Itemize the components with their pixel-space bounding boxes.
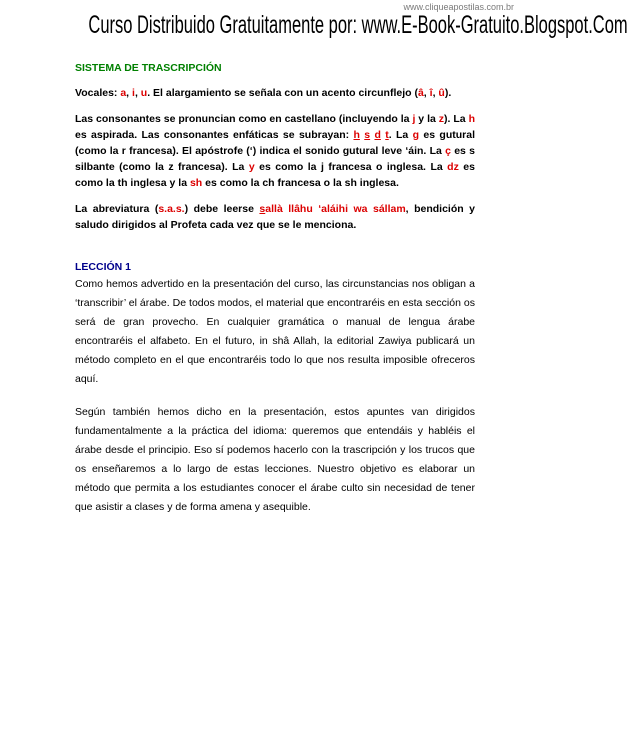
leccion-paragraph-2: Según también hemos dicho en la presentación, estos apuntes van dirigidos fundamentalmente a la práctica del idioma: queremos que entendáis y habléis el árabe desde el principio. Eso sí podemos hacerlo con la trascripción y los trucos que os enseñaremos a lo largo de estas lecciones. Nuestro objetivo es elaborar un método que permita a los estudiantes conocer el árabe culto sin necesidad de tener que asistir a clases y de forma amena y asequible. — [75, 406, 475, 513]
section-heading-leccion: LECCIÓN 1 — [75, 261, 132, 273]
vowel-u: u — [140, 87, 148, 99]
sep: , — [432, 87, 439, 99]
text-segment: es como la ch francesa o la sh inglesa. — [202, 177, 399, 189]
text-segment: La abreviatura ( — [75, 203, 159, 215]
consonant-sh: sh — [189, 177, 203, 189]
sep: , — [423, 87, 430, 99]
text-segment: , bendición y saludo dirigidos al Profeta cada vez que se le menciona. — [75, 203, 475, 231]
consonant-dz: dz — [447, 161, 459, 173]
text-segment: es gutural (como la r francesa). El apóstrofe (‘) indica el sonido gutural leve ‘áin. La — [75, 129, 476, 157]
text-segment: Las consonantes se pronuncian como en castellano (incluyendo la — [75, 113, 413, 125]
section-heading-sistema: SISTEMA DE TRASCRIPCIÓN — [75, 62, 222, 74]
text-segment: ). La — [444, 113, 469, 125]
consonant-g: g — [412, 129, 420, 141]
emphatic-d: d — [374, 129, 381, 141]
consonant-j: j — [412, 113, 416, 125]
leccion-paragraph-1: Como hemos advertido en la presentación del curso, las circunstancias nos obligan a ‘transcribir’ el árabe. De todos modos, el material que encontraréis en esta sección os será de gran provecho. En cualquier gramática o manual de lengua árabe encontraréis el alfabeto. En el futuro, in shâ Allah, la editorial Zawiya publicará un método completo en el que encontraréis todo lo que nos resulta imposible ofreceros aquí. — [75, 278, 475, 385]
text-segment: y la — [415, 113, 439, 125]
emphatic-t: t — [385, 129, 389, 141]
banner-title: Curso Distribuido Gratuitamente por: www.E-Book-Gratuito.Blogspot.Com — [88, 11, 628, 39]
consonant-h: h — [468, 113, 475, 125]
vocales-text: . El alargamiento se señala con un acento circunflejo ( — [147, 87, 418, 99]
vocales-end: ). — [444, 87, 452, 99]
consonant-y: y — [248, 161, 255, 173]
text-segment: . La — [388, 129, 413, 141]
consonant-c-cedilla: ç — [445, 145, 451, 157]
text-segment: es como la j francesa o inglesa. La — [254, 161, 448, 173]
vowel-i: i — [132, 87, 135, 99]
document-body — [75, 60, 475, 531]
abbreviation-sas: s.a.s. — [158, 203, 185, 215]
vocales-paragraph — [75, 85, 475, 101]
vowel-u-long: û — [438, 87, 445, 99]
sep: , — [126, 87, 133, 99]
emphatic-s: s — [364, 129, 371, 141]
text-segment: es s silbante (como la z francesa). La — [75, 145, 475, 173]
text-segment: es como la th inglesa y la — [75, 161, 475, 189]
text-segment: ) debe leerse — [184, 203, 260, 215]
consonantes-paragraph — [75, 111, 475, 191]
phrase-emphatic-s: s — [259, 203, 266, 215]
emphatic-h: h — [353, 129, 360, 141]
vocales-label: Vocales: — [75, 87, 121, 99]
vowel-a-long: â — [417, 87, 424, 99]
watermark-url: www.cliqueapostilas.com.br — [403, 2, 514, 12]
phrase-text: allà llâhu ‘aláihi wa sállam — [265, 203, 406, 215]
consonant-z: z — [438, 113, 445, 125]
vowel-i-long: î — [429, 87, 433, 99]
vowel-a: a — [120, 87, 127, 99]
text-segment: es aspirada. Las consonantes enfáticas se subrayan: — [75, 129, 354, 141]
abreviatura-paragraph — [75, 201, 475, 233]
sep: , — [134, 87, 141, 99]
